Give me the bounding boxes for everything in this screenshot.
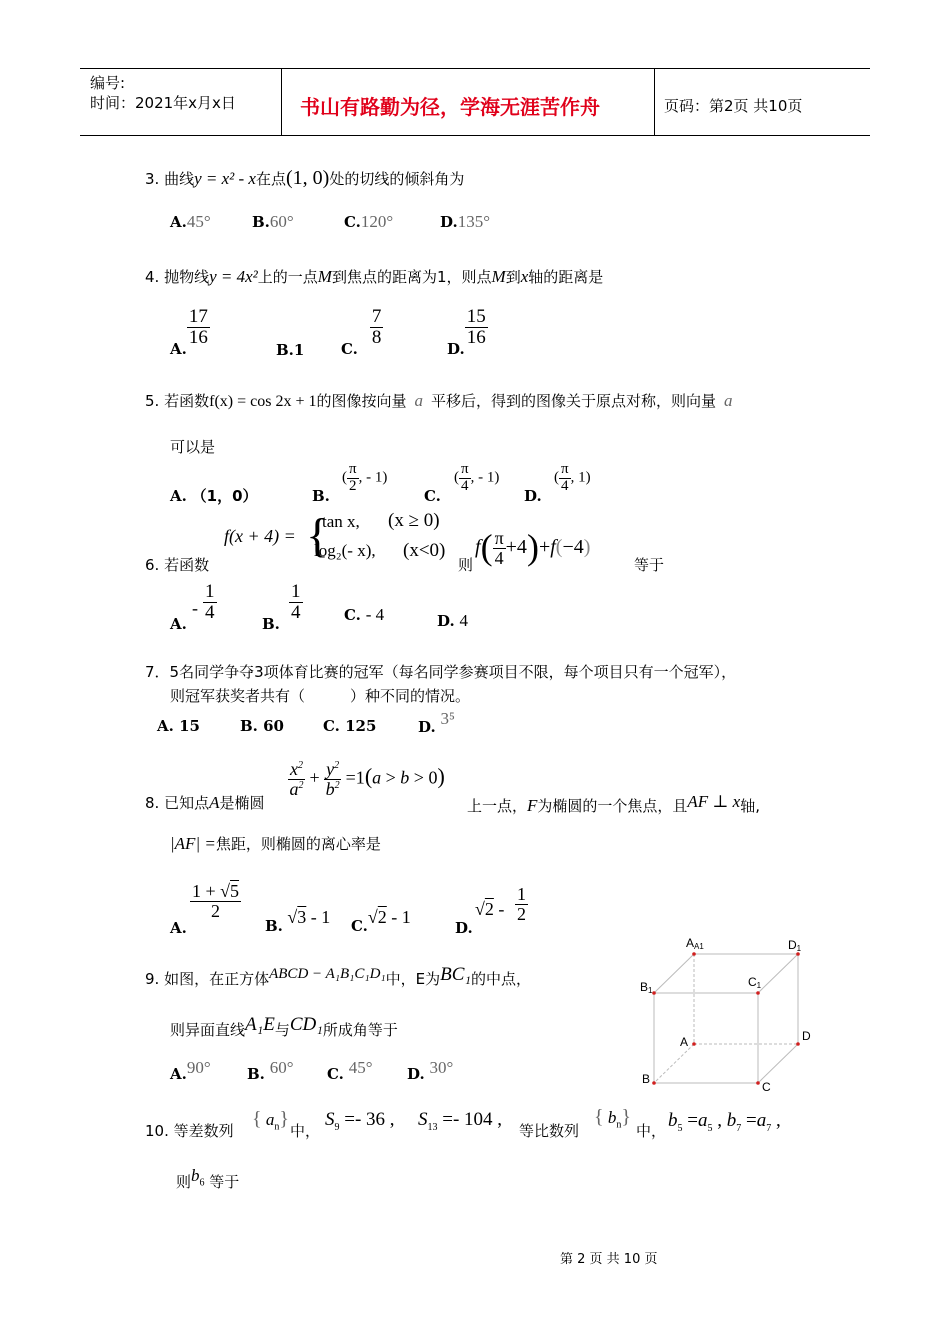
vertex-label-b1: B1 (640, 980, 653, 995)
b6: $b_6$ (191, 1166, 205, 1189)
question-text: 轴, (740, 797, 761, 815)
header-motto: 书山有路勤为径，学海无涯苦作舟 (300, 95, 600, 119)
question-9-line2 (170, 1014, 398, 1040)
formula: M (491, 267, 506, 286)
question-text: 的中点， (471, 970, 532, 988)
question-text: 与 (274, 1021, 290, 1039)
question-text: 所成角等于 (322, 1021, 398, 1039)
question-number: 7． (145, 663, 170, 681)
question-number: 4. (145, 268, 160, 286)
question-number: 10. (145, 1122, 169, 1140)
cond-1: (x ≥ 0) (388, 510, 440, 531)
option-c: C. 125 (323, 717, 377, 735)
cube-hidden-edges (654, 954, 798, 1083)
question-10 (145, 1120, 234, 1141)
option-c: C. $\frac{7}{8}$ (341, 306, 382, 358)
question-text: 的图像按向量 (316, 392, 407, 410)
sequence-bn: { $b_n$} (594, 1106, 631, 1131)
option-d: D. 3⁵ (418, 709, 455, 736)
question-9 (145, 964, 531, 989)
s13: $S_{13} =- 104$ , (418, 1109, 503, 1133)
question-text: 等于 (209, 1173, 240, 1191)
formula: A (209, 793, 220, 812)
question-8-cont (467, 792, 760, 816)
question-text: 平移后，得到的图像关于原点对称，则向量 (430, 392, 716, 410)
serial-label: 编号: (90, 74, 126, 92)
piecewise-lhs: f(x + 4) = (224, 526, 296, 546)
option-c: C. 45° (327, 1058, 373, 1083)
formula: |AF| = (170, 834, 216, 853)
question-text: 到 (505, 268, 521, 286)
question-text: 可以是 (170, 438, 216, 456)
vertex-label-a: A (680, 1035, 689, 1049)
option-c: C. - 4 (344, 605, 385, 624)
question-5 (145, 390, 733, 411)
option-d: D. $\frac{15}{16}$ (447, 306, 486, 358)
question-text: 处的切线的倾斜角为 (329, 170, 465, 188)
question-number: 3. (145, 170, 160, 188)
question-text: 若函数 (164, 392, 210, 410)
question-text: 曲线 (164, 170, 195, 188)
question-text: 中， (636, 1122, 667, 1140)
header-divider (654, 68, 655, 135)
formula: BC₁ (440, 964, 472, 985)
question-3 (145, 167, 464, 190)
formula: a (724, 391, 733, 410)
question-text: 已知点 (164, 794, 210, 812)
question-4 (145, 266, 603, 287)
formula: y = 4x² (209, 267, 258, 286)
question-text: 5名同学争夺3项体育比赛的冠军（每名同学参赛项目不限，每个项目只有一个冠军）， (169, 663, 737, 681)
option-a: A. 15 (157, 717, 200, 735)
option-b: B. √3 - 1 (265, 907, 331, 935)
vertex-label-a1: AA1 (686, 936, 704, 951)
vertex-label-d1: D1 (788, 938, 802, 953)
page-footer: 第 2 页 共 10 页 (560, 1252, 658, 1267)
s9: $S_9 =- 36$ , (325, 1109, 395, 1133)
question-text: 在点 (255, 170, 286, 188)
point: (1, 0) (286, 167, 330, 189)
question-text: 上一点， (467, 797, 528, 815)
vertex-label-b: B (642, 1072, 651, 1086)
question-text: 如图，在正方体 (164, 970, 270, 988)
question-number: 8. (145, 794, 160, 812)
formula: CD₁ (289, 1014, 323, 1035)
cube-edges (654, 954, 798, 1083)
vertex-label-d: D (802, 1029, 811, 1043)
ellipse-equation: $\frac{x^2}{a^2}$ + $\frac{y^2}{b^2}$ =1(a > b > 0) (289, 759, 445, 799)
question-text: 则 (458, 556, 474, 574)
formula: AF ⊥ x (687, 792, 741, 811)
option-b: B. 60° (247, 1058, 294, 1083)
formula: y = x² - x (194, 169, 256, 188)
vertex-label-c: C (762, 1080, 771, 1094)
question-text: 等于 (634, 556, 665, 574)
formula: x (520, 267, 529, 286)
question-10-line2 (176, 1166, 239, 1192)
question-text: 等差数列 (173, 1122, 234, 1140)
brace: { (306, 509, 330, 562)
option-d: D. 4 (437, 611, 468, 630)
option-a: A. $\frac{17}{16}$ (170, 306, 208, 358)
question-text: 抛物线 (164, 268, 210, 286)
question-text: 是椭圆 (219, 794, 265, 812)
question-text: 则 (176, 1173, 192, 1191)
question-text: 中，E为 (385, 970, 441, 988)
question-8 (145, 792, 265, 813)
question-text: 则冠军获奖者共有（ ）种不同的情况。 (170, 687, 471, 705)
option-c: C.120° (344, 212, 394, 231)
question-number: 6. (145, 556, 160, 574)
header-divider (281, 68, 282, 135)
question-number: 9. (145, 970, 160, 988)
option-b: B. 60 (240, 717, 284, 735)
expression: f( $\frac{\pi}{4}$ +4)+f(−4) (475, 527, 591, 568)
page-info: 页码：第2页 共10页 (664, 97, 803, 115)
option-a: A. （1，0） (170, 487, 258, 505)
option-b: B.60° (252, 212, 294, 231)
question-6 (145, 554, 209, 575)
question-8-line2 (170, 833, 381, 854)
formula: M (317, 267, 332, 286)
case-1: tan x, (322, 512, 360, 531)
sequence-an: { $a_n$} (252, 1108, 289, 1133)
case-2: log₂(- x), (314, 541, 376, 560)
question-text: 轴的距离是 (528, 268, 604, 286)
question-7 (145, 661, 736, 682)
relation: $b_5 =a_5$ , $b_7 =a_7$ , (668, 1110, 781, 1134)
question-text: 为椭圆的一个焦点，且 (537, 797, 688, 815)
formula: ABCD − A₁B₁C₁D₁ (269, 966, 386, 982)
question-text: 则异面直线 (170, 1021, 246, 1039)
question-text: 焦距，则椭圆的离心率是 (215, 835, 381, 853)
cond-2: (x<0) (403, 540, 446, 561)
formula: A₁E (245, 1014, 275, 1035)
cube-vertices (652, 952, 800, 1085)
vertex-label-c1: C1 (748, 975, 762, 990)
question-text: 到焦点的距离为1，则点 (331, 268, 492, 286)
formula: f(x) = cos 2x + 1 (209, 393, 317, 410)
question-text: 等比数列 (519, 1122, 580, 1140)
option-d: D. 30° (407, 1058, 454, 1083)
option-b: B.1 (276, 341, 305, 359)
question-text: 上的一点 (257, 268, 318, 286)
cube-figure (630, 935, 820, 1095)
question-text: 中， (290, 1122, 321, 1140)
formula: a (414, 391, 423, 410)
time-label: 时间：2021年x月x日 (90, 94, 236, 112)
option-a: A.45° (170, 212, 211, 231)
option-d: D.135° (440, 212, 491, 231)
question-text: 若函数 (164, 556, 210, 574)
option-c: C.√2 - 1 (351, 907, 411, 935)
formula: F (527, 796, 538, 815)
option-a: A.90° (170, 1058, 211, 1083)
question-number: 5. (145, 392, 160, 410)
